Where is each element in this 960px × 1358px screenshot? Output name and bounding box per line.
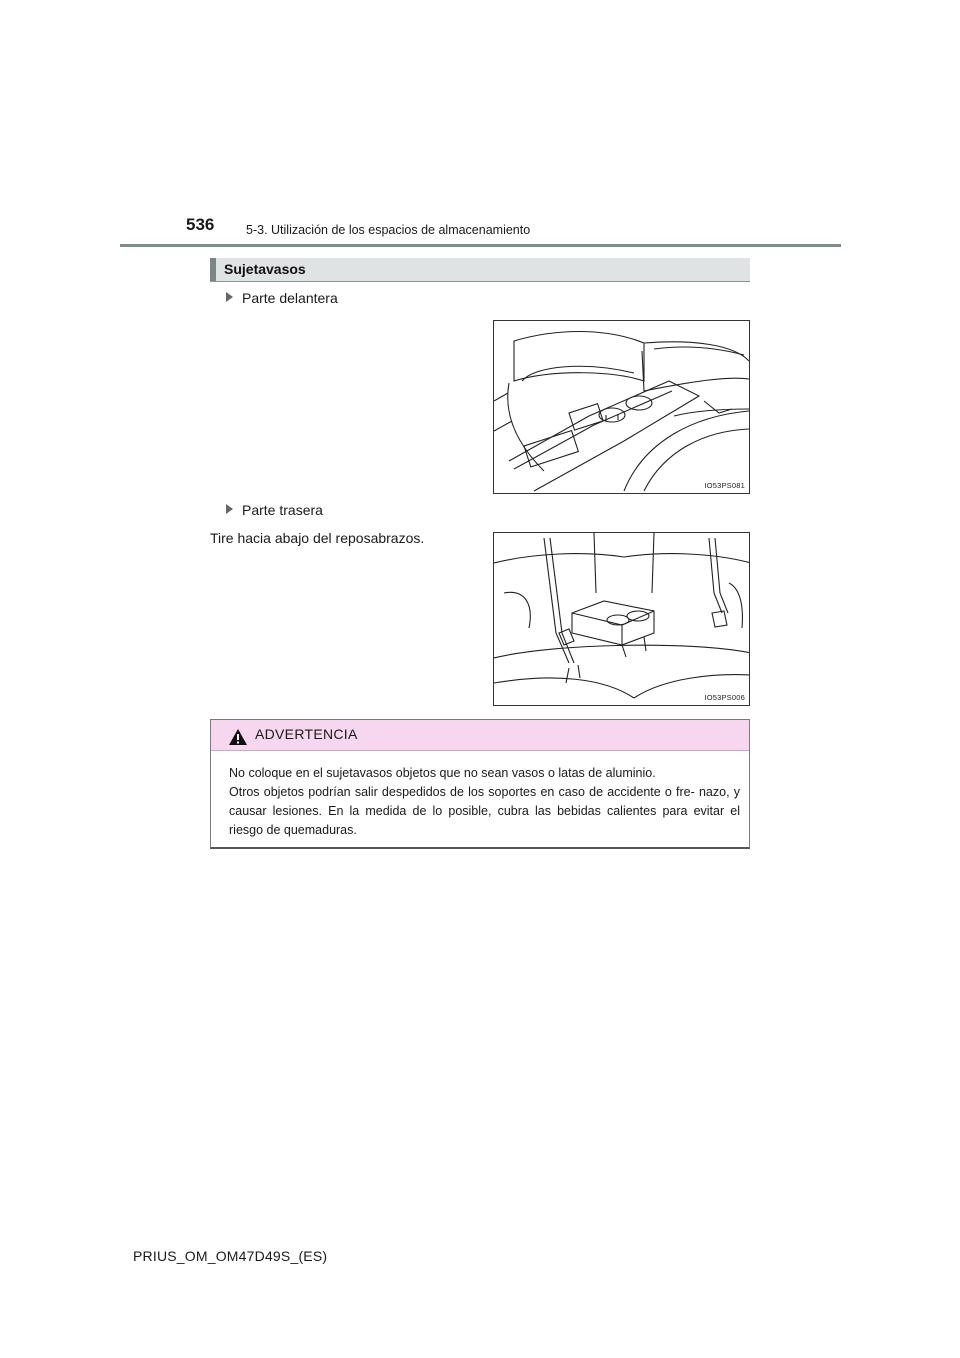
warning-box: [210, 719, 750, 849]
rear-armrest-illustration: [494, 533, 750, 706]
chapter-title: 5-3. Utilización de los espacios de almacenamiento: [246, 223, 531, 237]
figure-front-cupholder: [493, 320, 750, 494]
front-console-illustration: [494, 321, 750, 494]
bullet-front: [226, 290, 338, 306]
rear-instruction: Tire hacia abajo del reposabrazos.: [210, 530, 425, 546]
page-number: 536: [186, 215, 215, 234]
footer-doc-id: PRIUS_OM_OM47D49S_(ES): [133, 1248, 328, 1264]
warning-text: [229, 764, 740, 840]
section-bar: [210, 258, 750, 282]
bullet-front-label: Parte delantera: [242, 290, 338, 306]
bullet-rear: [226, 502, 323, 518]
section-accent: [210, 258, 216, 281]
figure-front-code: IO53PS081: [704, 481, 745, 490]
warning-line-1: No coloque en el sujetavasos objetos que no sean vasos o latas de aluminio.: [229, 766, 656, 780]
warning-label: ADVERTENCIA: [255, 726, 358, 742]
header-rule: [120, 244, 841, 247]
bullet-rear-label: Parte trasera: [242, 502, 323, 518]
bullet-triangle-icon: [226, 504, 233, 514]
section-title: Sujetavasos: [224, 261, 306, 277]
bullet-triangle-icon: [226, 292, 233, 302]
warning-header: [211, 720, 749, 751]
warning-line-2: Otros objetos podrían salir despedidos de los soportes en caso de accidente o fre- nazo, y causar lesiones. En la medida de lo posible, cubra las bebidas calientes para evitar el riesgo de quemaduras.: [229, 785, 740, 837]
warning-triangle-icon: [228, 728, 248, 746]
figure-rear-cupholder: [493, 532, 750, 706]
figure-rear-code: IO53PS006: [704, 693, 745, 702]
